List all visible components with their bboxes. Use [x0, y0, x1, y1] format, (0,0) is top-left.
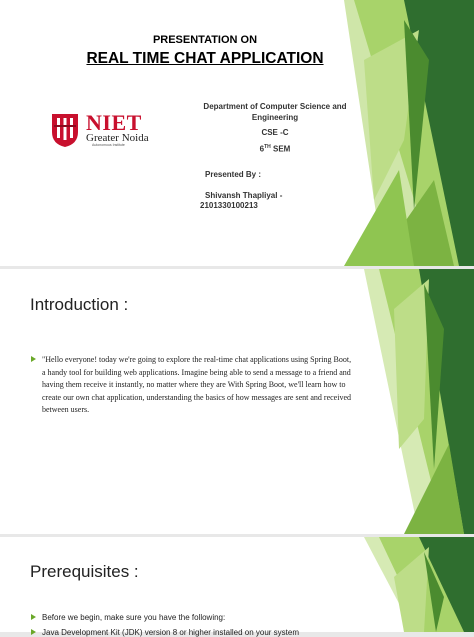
prerequisite-bullet-2: Java Development Kit (JDK) version 8 or higher installed on your system	[42, 628, 299, 637]
presented-by-label: Presented By :	[205, 170, 262, 179]
bullet-arrow-icon	[31, 629, 36, 635]
presenter-name: Shivansh Thapliyal -	[205, 191, 283, 200]
prerequisites-slide	[0, 537, 474, 637]
presenter-roll-number: 2101330100213	[200, 201, 258, 210]
presenter-info	[200, 191, 310, 211]
bullet-arrow-icon	[31, 614, 36, 620]
slide-heading: Prerequisites :	[30, 562, 139, 581]
semester-text: 6TH SEM	[259, 144, 291, 154]
section-text: CSE -C	[261, 128, 289, 137]
logo-brand-text: NIET	[86, 110, 142, 135]
green-ribbon-decoration	[364, 269, 474, 534]
niet-shield-icon	[48, 112, 82, 148]
niet-logo	[48, 112, 166, 148]
logo-place-text: Greater Noida	[86, 132, 149, 144]
presentation-title: REAL TIME CHAT APPLICATION	[86, 50, 324, 67]
prerequisite-bullet-1: Before we begin, make sure you have the following:	[42, 613, 226, 622]
slide-heading: Introduction :	[30, 295, 129, 314]
presentation-label: PRESENTATION ON	[152, 34, 258, 46]
bullet-arrow-icon	[31, 356, 36, 362]
title-slide	[0, 0, 474, 266]
introduction-slide	[0, 269, 474, 534]
department-text: Department of Computer Science and Engineering	[203, 102, 347, 122]
introduction-body: "Hello everyone! today we're going to explore the real-time chat applications using Spring Boot, a handy tool for building web applications. Imagine being able to send a message to a friend and having them receive it instantly, no matter where they are With Spring Boot, we'll learn how to create our own chat application, understanding the basics of how messages are sent and received between users.	[42, 355, 352, 414]
logo-subtitle-text: Autonomous Institute	[92, 143, 125, 147]
green-ribbon-decoration	[364, 537, 474, 632]
